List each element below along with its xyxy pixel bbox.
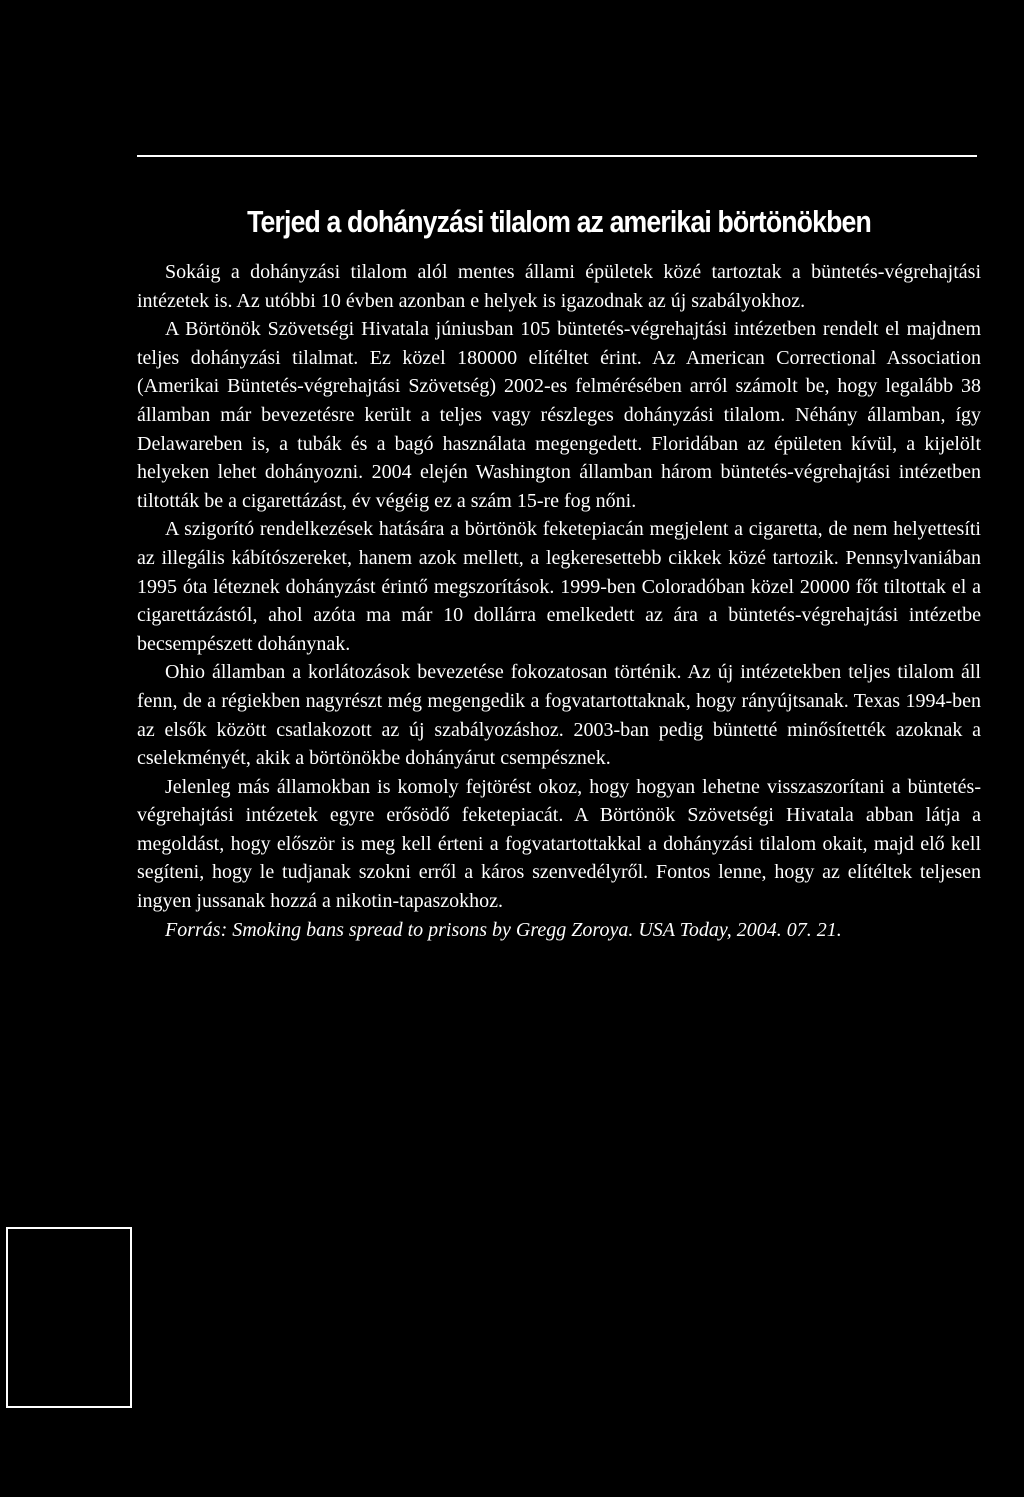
outline-box [6,1227,132,1408]
paragraph-5: Jelenleg más államokban is komoly fejtörést okoz, hogy hogyan lehetne visszaszorítani a büntetés-végrehajtási intézetek egyre erősödő feketepiacát. A Börtönök Szövetségi Hivatala abban látja a megoldást, hogy először is meg kell érteni a fogvatartottakkal a dohányzási tilalom okait, majd elő kell segíteni, hogy le tudjanak szokni erről a káros szenvedélyről. Fontos lenne, hogy az elítéltek teljesen ingyen jussanak hozzá a nikotin-tapaszokhoz. [137,775,981,913]
paragraph-4: Ohio államban a korlátozások bevezetése fokozatosan történik. Az új intézetekben teljes tilalom áll fenn, de a régiekben nagyrészt még megengedik a fogvatartottaknak, hogy rányújtsanak. Texas 1994-ben az elsők között csatlakozott az új szabályozáshoz. 2003-ban pedig büntetté minősítették azoknak a cselekményét, akik a börtönökbe dohányárut csempésznek. [137,661,981,770]
article-title: Terjed a dohányzási tilalom az amerikai börtönökben [247,204,871,239]
paragraph-2: A Börtönök Szövetségi Hivatala júniusban 105 büntetés-végrehajtási intézetben rendelt el majdnem teljes dohányzási tilalmat. Ez közel 180000 elítéltet érint. Az American Correctional Association (Amerikai Büntetés-végrehajtási Szövetség) 2002-es felmérésében arról számolt be, hogy legalább 38 államban már bevezetésre került a teljes vagy részleges dohányzási tilalom. Néhány államban, így Delawareben is, a tubák és a bagó használata megengedett. Floridában az épületen kívül, a kijelölt helyeken lehet dohányozni. 2004 elején Washington államban három büntetés-végrehajtási intézetben tiltották be a cigarettázást, év végéig ez a szám 15-re fog nőni. [137,318,981,512]
source-citation: Forrás: Smoking bans spread to prisons by Gregg Zoroya. USA Today, 2004. 07. 21. [165,918,842,941]
paragraph-3: A szigorító rendelkezések hatására a börtönök feketepiacán megjelent a cigaretta, de nem helyettesíti az illegális kábítószereket, hanem azok mellett, a legkeresettebb cikkek közé tartozik. Pennsylvaniában 1995 óta léteznek dohányzást érintő megszorítások. 1999-ben Coloradóban közel 20000 főt tiltottak el a cigarettázástól, ahol azóta ma már 10 dollárra emelkedett az ára a büntetés-végrehajtási intézetbe becsempészett dohánynak. [137,518,981,655]
article [137,200,981,944]
paragraph-1: Sokáig a dohányzási tilalom alól mentes állami épületek közé tartoztak a büntetés-végrehajtási intézetek is. Az utóbbi 10 évben azonban e helyek is igazodnak az új szabályokhoz. [137,261,981,312]
top-rule [137,155,977,157]
